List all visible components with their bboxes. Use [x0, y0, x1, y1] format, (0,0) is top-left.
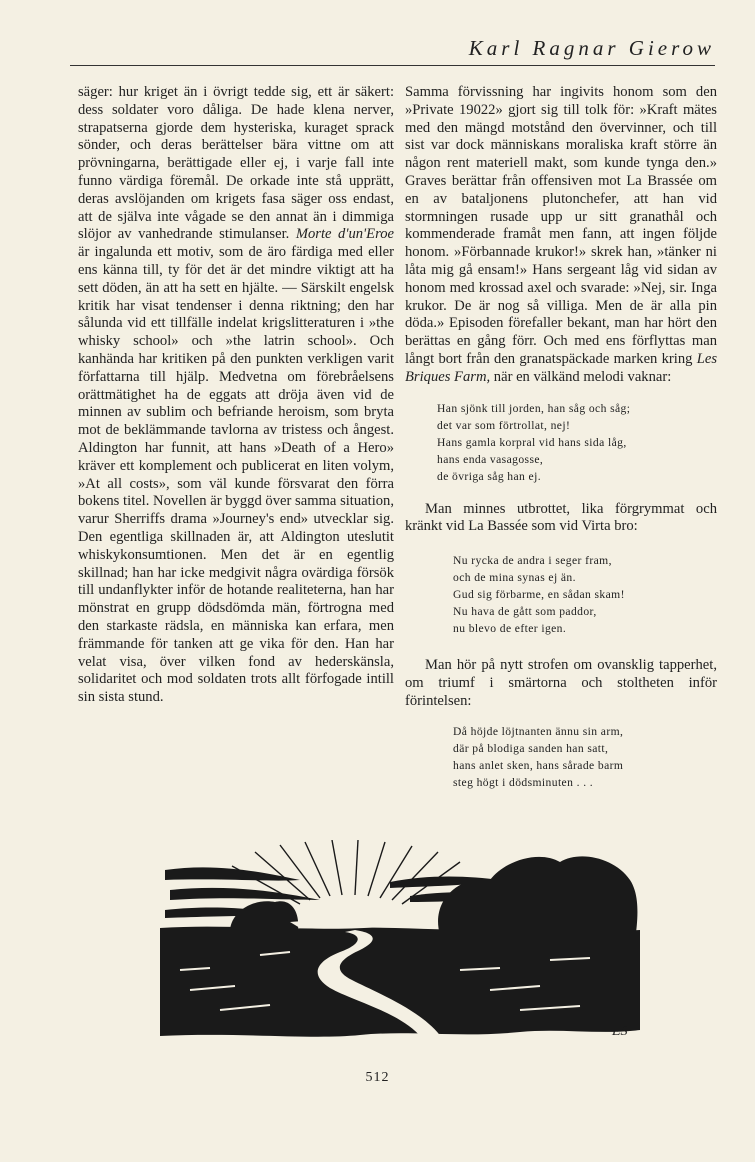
left-italic-title: Morte d'un'Eroe	[295, 226, 394, 243]
verse-line: de övriga såg han ej.	[437, 469, 542, 483]
left-text-part-1: säger: hur kriget än i övrigt tedde sig, ett är säkert: dess soldater voro dåliga. De hade klena nerver, strapatserna gjorde dem hysteriska, kuraget sprack sönder, och deras berättelser bära vittne om att prövningarna, berättigade eller ej, i varje fall inte funno värdiga föremål. De orkade inte stå upprätt, deras avslöjanden om krigets fasa säger oss endast, att de själva inte vågade se den annat än i dimmiga slöjor av vanhedrande stimulanser.	[78, 84, 394, 243]
verse-line: nu blevo de efter igen.	[453, 622, 567, 636]
verse-line: och de mina synas ej än.	[453, 571, 576, 585]
verse-line: Han sjönk till jorden, han såg och såg;	[437, 401, 631, 415]
verse-stanza-1	[437, 400, 717, 485]
running-title: Karl Ragnar Gierow	[468, 36, 715, 60]
verse-line: Gud sig förbarme, en sådan skam!	[453, 588, 625, 602]
page-number: 512	[365, 1070, 390, 1085]
dark-ground	[160, 927, 640, 1037]
verse-line: där på blodiga sanden han satt,	[453, 741, 609, 755]
landscape-woodcut-illustration	[160, 840, 640, 1045]
right-p1-text-a: Samma förvissning har ingivits honom som den »Private 19022» gjort sig till tolk för: »Kraft mätes med den mängd motstånd den övervinner, och till sist var dock människans moraliska kraft större än någon rent materiell makt, som kunde tynga den.» Graves berättar från offensiven mot La Brassée om en av bataljonens plutonchefer, att han vid stormningen rusade upp ur sitt granathål och kommenderade framåt men fann, att ingen följde honom. »Förbannade krukor!» skrek han, »tänker ni låta mig gå ensam!» Hans sergeant låg vid sidan av honom med krossad axel och svarade: »Nej, sir. Inga krukor. De är nog så villiga. Men de är alla pin döda.» Episoden förefaller bekant, man har hört den berättas en gång förr. Och med ens förflyttas man långt bort från den granatspäckade marken kring	[405, 84, 717, 367]
header-rule	[70, 65, 715, 66]
right-p1-italic: Les Briques Farm,	[405, 350, 717, 385]
verse-stanza-2	[453, 552, 717, 637]
right-column	[405, 84, 717, 805]
left-column	[78, 84, 394, 707]
verse-line: Nu rycka de andra i seger fram,	[453, 554, 612, 568]
verse-line: det var som förtrollat, nej!	[437, 418, 571, 432]
artist-monogram: ES	[612, 1024, 628, 1039]
verse-line: hans enda vasagosse,	[437, 452, 544, 466]
verse-line: hans anlet sken, hans sårade barm	[453, 758, 624, 772]
horizon-light	[290, 920, 410, 929]
right-paragraph-1	[405, 84, 717, 387]
small-tree	[230, 901, 298, 930]
right-p1-text-b: när en välkänd melodi vaknar:	[490, 368, 672, 385]
verse-line: Då höjde löjtnanten ännu sin arm,	[453, 724, 624, 738]
verse-line: steg högt i dödsminuten . . .	[453, 775, 594, 789]
verse-line: Hans gamla korpral vid hans sida låg,	[437, 435, 627, 449]
verse-line: Nu hava de gått som paddor,	[453, 605, 597, 619]
right-paragraph-2: Man minnes utbrottet, lika förgrymmat och kränkt vid La Bassée som vid Virta bro:	[405, 500, 717, 535]
right-paragraph-3: Man hör på nytt strofen om ovansklig tapperhet, om triumf i smärtorna och stoltheten inför förintelsen:	[405, 657, 717, 709]
left-paragraph	[78, 84, 394, 707]
left-text-part-2: är ingalunda ett motiv, som de äro färdiga med eller ens känna till, ty för det är det mindre viktigt att ha sett döden, än att ha sett en hjälte. — Särskilt engelsk kritik har visat tendenser i denna riktning; den har sålunda vid ett tillfälle indelat krigslitteraturen i »the whisky school» och »the latrin school». Och kanhända har kritiken på den punkten verkligen varit författarna till hjälp. Medvetna om förebråelsens orättmätighet ha de eggats att dröja även vid de minnen av sublim och befriande heroism, som bryta mot de beklämmande tavlorna av tristess och ångest. Aldington har funnit, att hans »Death of a Hero» kräver ett komplement och publicerat en liten volym, »At all costs», som väl kunde försvarat den förra bokens titel. Novellen är byggd över samma situation, varur Sherriffs drama »Journey's end» utvecklar sig. Den egentliga skillnaden är, att Aldington uteslutit whiskykonsumtionen. Men det är en egentlig skillnad; han har icke medgivit några ovärdiga försök till undanflykter inför de hotande realiteterna, han har mönstrat en grupp dödsdömda män, förtrogna med den starkaste rädsla, en människa kan erfara, men främmande för tanken att ge vika för den. Han har velat visa, över vilken fond av hederskänsla, solidaritet och mod soldaten trots allt förfogade intill sin sista stund.	[78, 244, 394, 706]
verse-stanza-3	[453, 723, 717, 791]
